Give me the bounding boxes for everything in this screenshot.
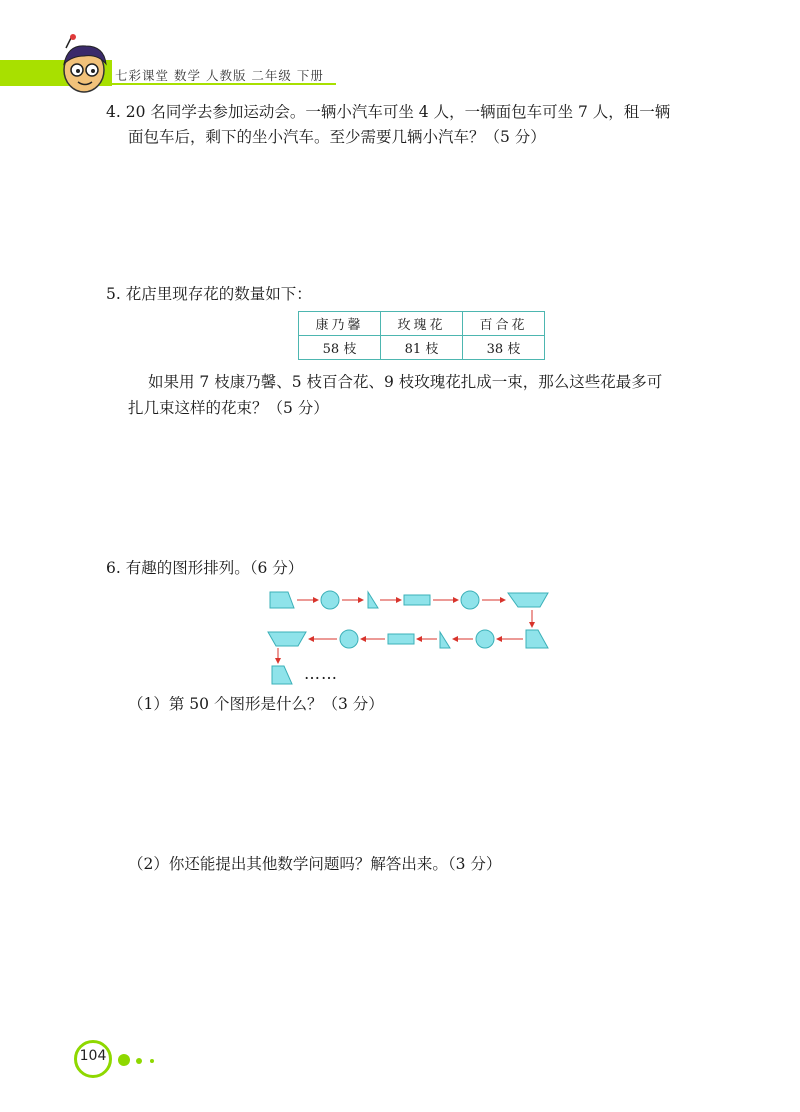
flower-table [298, 311, 545, 360]
decor-dot [150, 1059, 154, 1063]
q4-line1: 4. 20 名同学去参加运动会。一辆小汽车可坐 4 人，一辆面包车可坐 7 人，租一辆 [106, 103, 671, 121]
decor-dot [118, 1054, 130, 1066]
table-cell: 38 枝 [463, 336, 545, 360]
circle-shape [476, 630, 494, 648]
q6-sub1: （1）第 50 个图形是什么？（3 分） [128, 695, 384, 713]
table-header-cell: 玫瑰花 [381, 312, 463, 336]
table-header-cell: 百合花 [463, 312, 545, 336]
trapezoid-shape [270, 592, 294, 608]
circle-shape [321, 591, 339, 609]
parallelogram-shape [268, 632, 306, 646]
circle-shape [340, 630, 358, 648]
q5-line1: 如果用 7 枝康乃馨、5 枝百合花、9 枝玫瑰花扎成一束，那么这些花最多可 [148, 373, 663, 391]
mascot-icon [48, 34, 118, 96]
page-number: 104 [79, 1048, 107, 1064]
table-cell: 81 枝 [381, 336, 463, 360]
decor-dot [136, 1058, 142, 1064]
q6-sub2: （2）你还能提出其他数学问题吗？解答出来。（3 分） [128, 855, 502, 873]
table-header-row [299, 312, 545, 336]
triangle-shape [440, 632, 450, 648]
trapezoid-shape [526, 630, 548, 648]
q6-intro: 6. 有趣的图形排列。（6 分） [106, 559, 304, 577]
rectangle-shape [404, 595, 430, 605]
rectangle-shape [388, 634, 414, 644]
circle-shape [461, 591, 479, 609]
table-header-cell: 康乃馨 [299, 312, 381, 336]
header-title: 七彩课堂 数学 人教版 二年级 下册 [115, 68, 324, 83]
q5-intro: 5. 花店里现存花的数量如下： [106, 285, 312, 303]
sequence-ellipsis: …… [304, 664, 338, 683]
table-cell: 58 枝 [299, 336, 381, 360]
q4-line2: 面包车后，剩下的坐小汽车。至少需要几辆小汽车？（5 分） [128, 128, 546, 146]
q5-line2: 扎几束这样的花束？（5 分） [128, 399, 329, 417]
trapezoid-shape [272, 666, 292, 684]
table-row [299, 336, 545, 360]
triangle-shape [368, 592, 378, 608]
parallelogram-shape [508, 593, 548, 607]
